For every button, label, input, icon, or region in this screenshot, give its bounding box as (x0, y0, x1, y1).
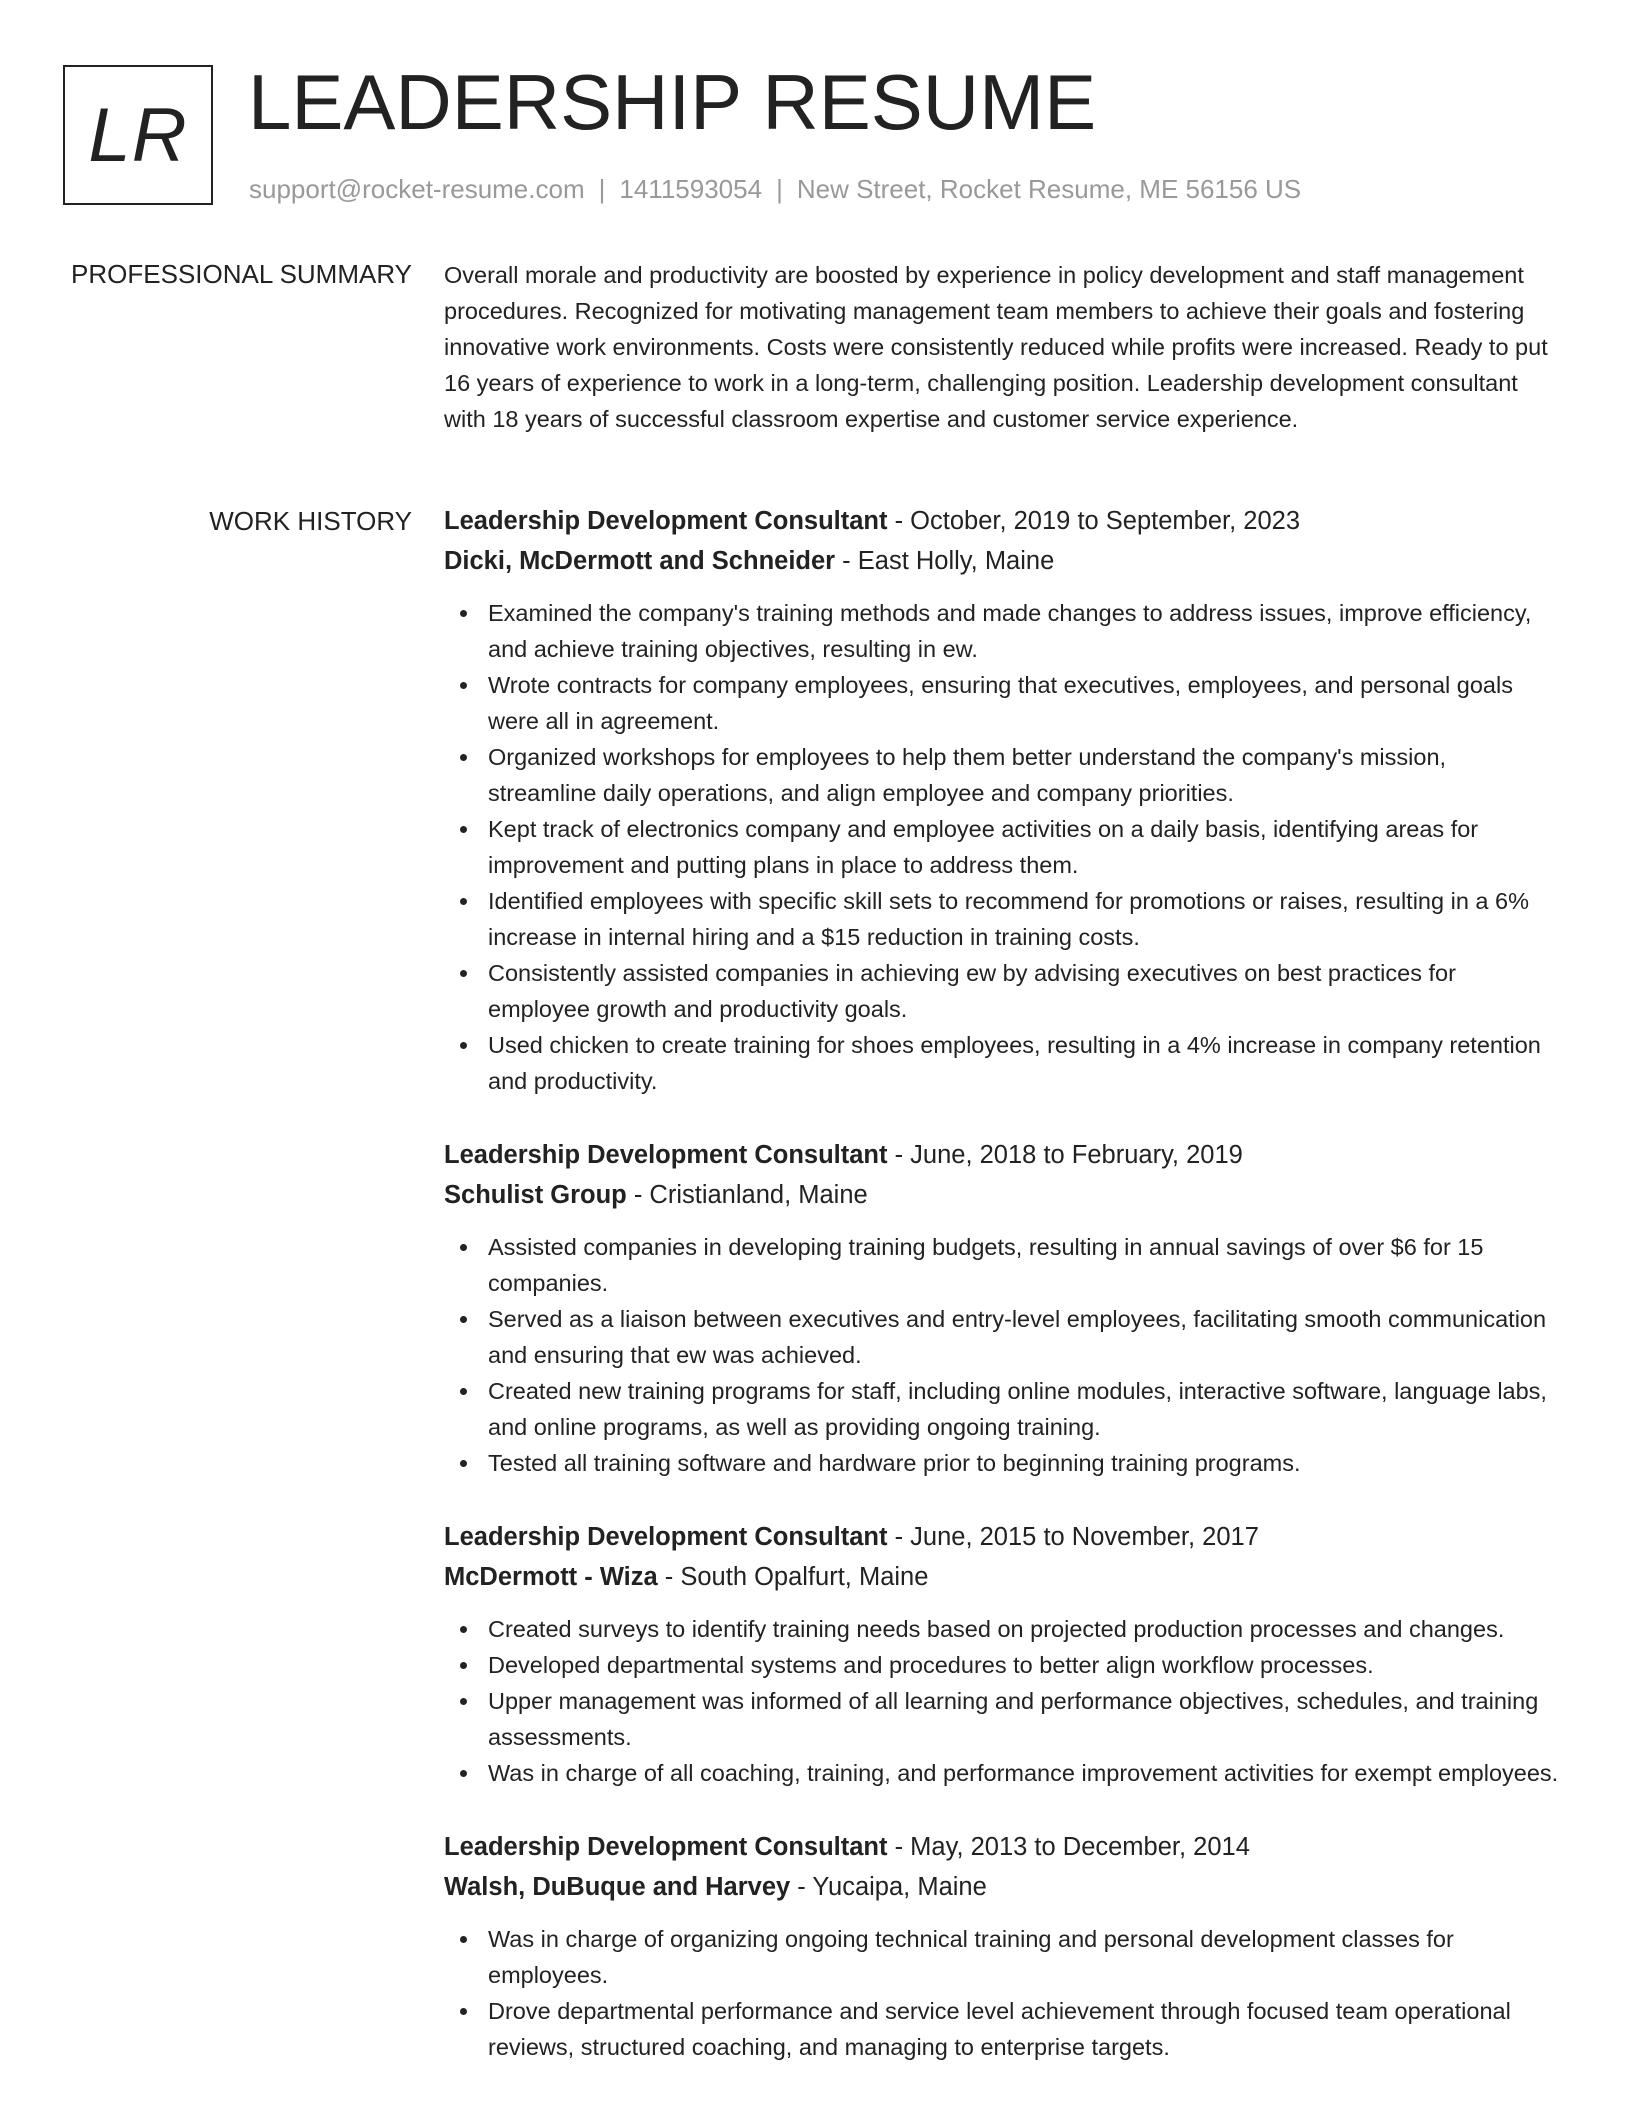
job-bullet: Created surveys to identify training needs based on projected production processes and changes. (444, 1611, 1560, 1647)
job-title: Leadership Development Consultant (444, 1141, 888, 1169)
job-dates: - October, 2019 to September, 2023 (887, 507, 1301, 535)
summary-section-label: PROFESSIONAL SUMMARY (71, 259, 412, 289)
job-bullet: Was in charge of organizing ongoing technical training and personal development classes for employees. (444, 1921, 1560, 1993)
contact-separator: | (598, 174, 606, 204)
job-bullet: Wrote contracts for company employees, ensuring that executives, employees, and personal goals were all in agreement. (444, 667, 1560, 739)
job-bullet-list (444, 1229, 1560, 1481)
job-bullet: Tested all training software and hardware prior to beginning training programs. (444, 1445, 1560, 1481)
job-company: McDermott - Wiza (444, 1563, 658, 1591)
job-bullet-list (444, 1921, 1560, 2065)
job-dates: - June, 2018 to February, 2019 (887, 1141, 1243, 1169)
work-history-section-label: WORK HISTORY (209, 506, 412, 536)
job-bullet: Examined the company's training methods and made changes to address issues, improve efficiency, and achieve training objectives, resulting in ew. (444, 595, 1560, 667)
job-bullet: Created new training programs for staff, including online modules, interactive software, language labs, and online programs, as well as providing ongoing training. (444, 1373, 1560, 1445)
job-company: Dicki, McDermott and Schneider (444, 547, 836, 575)
work-history-list (444, 501, 1560, 2101)
job-entry (444, 1517, 1560, 1791)
job-dates: - May, 2013 to December, 2014 (887, 1833, 1250, 1861)
job-title: Leadership Development Consultant (444, 1523, 888, 1551)
job-company: Walsh, DuBuque and Harvey (444, 1873, 791, 1901)
contact-separator: | (776, 174, 783, 204)
job-company-line (444, 1867, 1560, 1907)
job-title: Leadership Development Consultant (444, 507, 888, 535)
job-bullet: Consistently assisted companies in achieving ew by advising executives on best practices for employee growth and productivity goals. (444, 955, 1560, 1027)
job-bullet: Organized workshops for employees to help them better understand the company's mission, streamline daily operations, and align employee and company priorities. (444, 739, 1560, 811)
job-bullet: Used chicken to create training for shoes employees, resulting in a 4% increase in company retention and productivity. (444, 1027, 1560, 1099)
monogram-logo: LR (63, 65, 213, 205)
resume-title: LEADERSHIP RESUME (248, 58, 1097, 146)
job-entry (444, 1135, 1560, 1481)
job-location: - East Holly, Maine (835, 547, 1055, 575)
job-entry (444, 501, 1560, 1099)
job-company-line (444, 541, 1560, 581)
job-location: - South Opalfurt, Maine (657, 1563, 929, 1591)
contact-address: New Street, Rocket Resume, ME 56156 US (796, 174, 1302, 204)
job-title: Leadership Development Consultant (444, 1833, 888, 1861)
contact-email[interactable]: support@rocket-resume.com (249, 174, 585, 204)
job-location: - Yucaipa, Maine (790, 1873, 987, 1901)
job-location: - Cristianland, Maine (626, 1181, 868, 1209)
job-bullet: Identified employees with specific skill sets to recommend for promotions or raises, resulting in a 6% increase in internal hiring and a $15 reduction in training costs. (444, 883, 1560, 955)
job-bullet-list (444, 1611, 1560, 1791)
job-bullet: Served as a liaison between executives and entry-level employees, facilitating smooth communication and ensuring that ew was achieved. (444, 1301, 1560, 1373)
job-bullet: Assisted companies in developing training budgets, resulting in annual savings of over $6 for 15 companies. (444, 1229, 1560, 1301)
job-bullet: Was in charge of all coaching, training, and performance improvement activities for exempt employees. (444, 1755, 1560, 1791)
job-title-line (444, 501, 1560, 541)
job-title-line (444, 1517, 1560, 1557)
job-bullet: Developed departmental systems and procedures to better align workflow processes. (444, 1647, 1560, 1683)
job-entry (444, 1827, 1560, 2065)
job-title-line (444, 1827, 1560, 1867)
job-bullet: Kept track of electronics company and employee activities on a daily basis, identifying areas for improvement and putting plans in place to address them. (444, 811, 1560, 883)
job-bullet: Drove departmental performance and service level achievement through focused team operational reviews, structured coaching, and managing to enterprise targets. (444, 1993, 1560, 2065)
job-dates: - June, 2015 to November, 2017 (887, 1523, 1259, 1551)
job-bullet: Upper management was informed of all learning and performance objectives, schedules, and training assessments. (444, 1683, 1560, 1755)
job-bullet-list (444, 595, 1560, 1099)
job-company-line (444, 1557, 1560, 1597)
contact-line (249, 172, 1301, 206)
job-title-line (444, 1135, 1560, 1175)
job-company: Schulist Group (444, 1181, 627, 1209)
contact-phone[interactable]: 1411593054 (619, 174, 763, 204)
summary-text: Overall morale and productivity are boosted by experience in policy development and staff management procedures. Recognized for motivating management team members to achieve their goals and fostering innovative work environments. Costs were consistently reduced while profits were increased. Ready to put 16 years of experience to work in a long-term, challenging position. Leadership development consultant with 18 years of successful classroom expertise and customer service experience. (444, 262, 1548, 432)
job-company-line (444, 1175, 1560, 1215)
